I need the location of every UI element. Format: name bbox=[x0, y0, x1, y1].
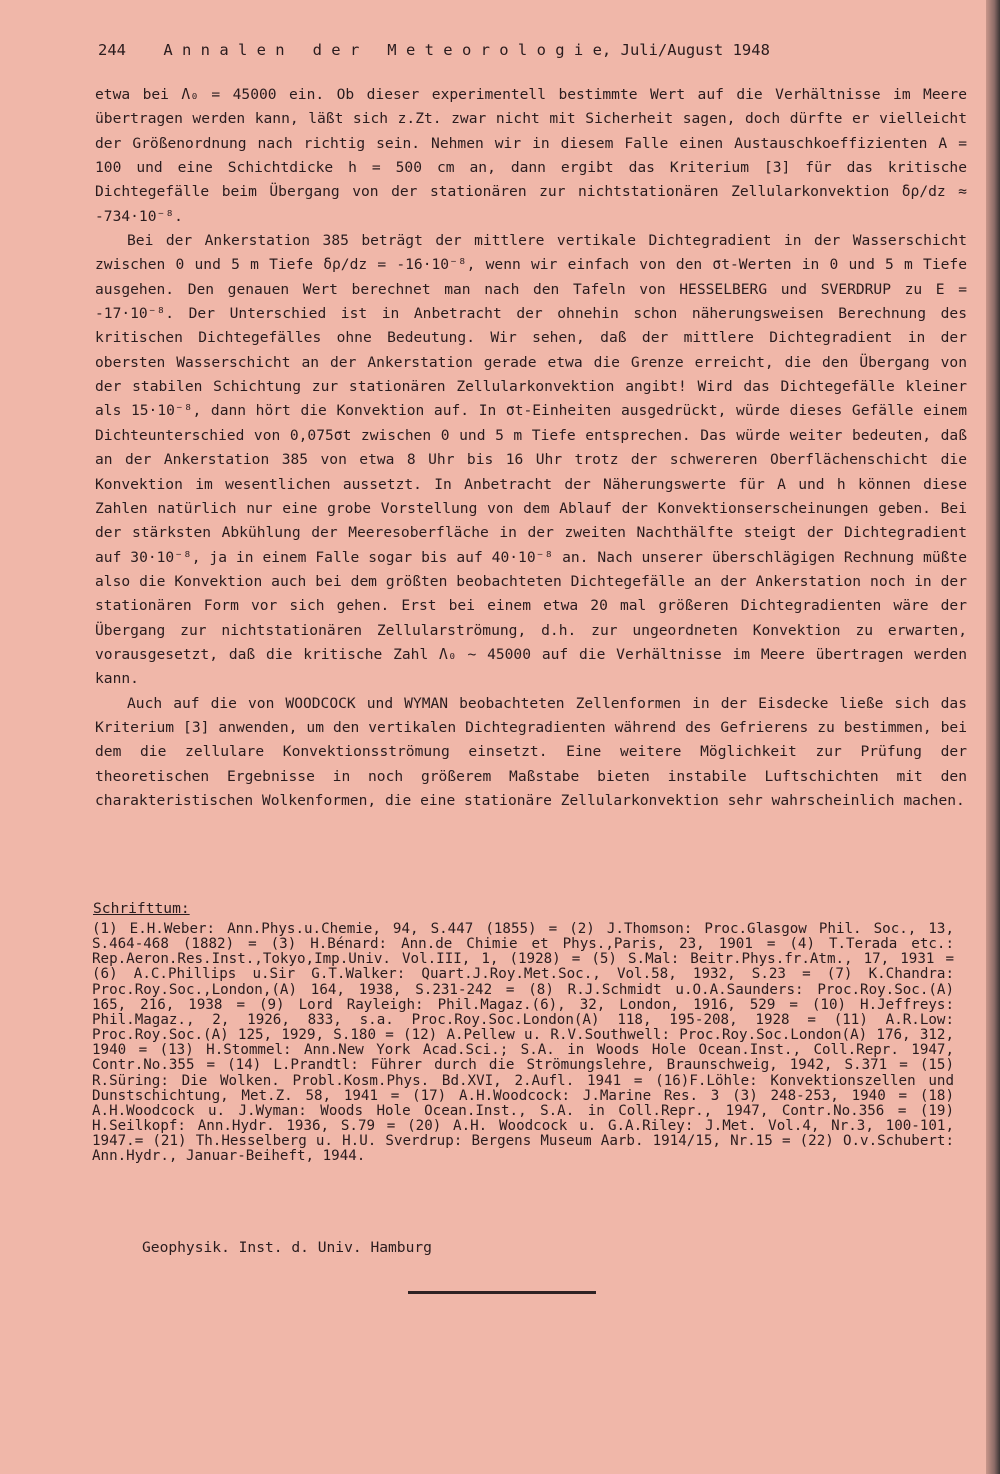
page-number: 244 bbox=[98, 41, 126, 59]
references-heading: Schrifttum: bbox=[93, 900, 190, 917]
body-text bbox=[95, 83, 967, 813]
journal-title: A n n a l e n d e r M e t e o r o l o g i e, bbox=[163, 41, 612, 59]
issue-date: Juli/August 1948 bbox=[620, 41, 770, 59]
paragraph: Auch auf die von WOODCOCK und WYMAN beobachteten Zellenformen in der Eisdecke ließe sich das Kriterium [3] anwenden, um den vertikalen Dichtegradienten während des Gefrierens zu bestimmen, bei dem die zellulare Konvektionsströmung einsetzt. Eine weitere Möglichkeit zur Prüfung der theoretischen Ergebnisse in noch größerem Maßstabe bieten instabile Luftschichten mit den charakteristischen Wolkenformen, die eine stationäre Zellularkonvektion sehr wahrscheinlich machen. bbox=[95, 694, 967, 809]
references-list: (1) E.H.Weber: Ann.Phys.u.Chemie, 94, S.447 (1855) = (2) J.Thomson: Proc.Glasgow Phil. Soc., 13, S.464-468 (1882) = (3) H.Bénard: Ann.de Chimie et Phys.,Paris, 23, 1901 = (4) T.Terada etc.: Rep.Aeron.Res.Inst.,Tokyo,Imp.Univ. Vol.III, 1, (1928) = (5) S.Mal: Beitr.Phys.fr.Atm., 17, 1931 = (6) A.C.Phillips u.Sir G.T.Walker: Quart.J.Roy.Met.Soc., Vol.58, 1932, S.23 = (7) K.Chandra: Proc.Roy.Soc.,London,(A) 164, 1938, S.231-242 = (8) R.J.Schmidt u.O.A.Saunders: Proc.Roy.Soc.(A) 165, 216, 1938 = (9) Lord Rayleigh: Phil.Magaz.(6), 32, London, 1916, 529 = (10) H.Jeffreys: Phil.Magaz., 2, 1926, 833, s.a. Proc.Roy.Soc.London(A) 118, 195-208, 1928 = (11) A.R.Low: Proc.Roy.Soc.(A) 125, 1929, S.180 = (12) A.Pellew u. R.V.Southwell: Proc.Roy.Soc.London(A) 176, 312, 1940 = (13) H.Stommel: Ann.New York Acad.Sci.; S.A. in Woods Hole Ocean.Inst., Coll.Repr. 1947, Contr.No.355 = (14) L.Prandtl: Führer durch die Strömungslehre, Braunschweig, 1942, S.371 = (15) R.Süring: Die Wolken. Probl.Kosm.Phys. Bd.XVI, 2.Aufl. 1941 = (16)F.Löhle: Konvektionszellen und Dunstschichtung, Met.Z. 58, 1941 = (17) A.H.Woodcock: J.Marine Res. 3 (3) 248-253, 1940 = (18) A.H.Woodcock u. J.Wyman: Woods Hole Ocean.Inst., S.A. in Coll.Repr., 1947, Contr.No.356 = (19) H.Seilkopf: Ann.Hydr. 1936, S.79 = (20) A.H. Woodcock u. G.A.Riley: J.Met. Vol.4, Nr.3, 100-101, 1947.= (21) Th.Hesselberg u. H.U. Sverdrup: Bergens Museum Aarb. 1914/15, Nr.15 = (22) O.v.Schubert: Ann.Hydr., Januar-Beiheft, 1944. bbox=[92, 921, 954, 1165]
affiliation: Geophysik. Inst. d. Univ. Hamburg bbox=[142, 1239, 432, 1256]
paragraph: etwa bei Λ₀ = 45000 ein. Ob dieser experimentell bestimmte Wert auf die Verhältnisse im Meere übertragen werden kann, läßt sich z.Zt. zwar nicht mit Sicherheit sagen, doch dürfte er vielleicht der Größenordnung nach richtig sein. Nehmen wir in diesem Falle einen Austauschkoeffizienten A = 100 und eine Schichtdicke h = 500 cm an, dann ergibt das Kriterium [3] für das kritische Dichtegefälle beim Übergang von der stationären zur nichtstationären Zellularkonvektion δρ/dz ≈ -734·10⁻⁸. bbox=[95, 86, 967, 225]
end-rule bbox=[408, 1291, 596, 1294]
page-header bbox=[98, 41, 868, 59]
paragraph: Bei der Ankerstation 385 beträgt der mittlere vertikale Dichtegradient in der Wasserschicht zwischen 0 und 5 m Tiefe δρ/dz = -16·10⁻⁸, wenn wir einfach von den σt-Werten in 0 und 5 m Tiefe ausgehen. Den genauen Wert berechnet man nach den Tafeln von HESSELBERG und SVERDRUP zu E = -17·10⁻⁸. Der Unterschied ist in Anbetracht der ohnehin schon näherungsweisen Berechnung des kritischen Dichtegefälles ohne Bedeutung. Wir sehen, daß der mittlere Dichtegradient in der obersten Wasserschicht an der Ankerstation gerade etwa die Grenze erreicht, die den Übergang von der stabilen Schichtung zur stationären Zellularkonvektion angibt! Wird das Dichtegefälle kleiner als 15·10⁻⁸, dann hört die Konvektion auf. In σt-Einheiten ausgedrückt, würde dieses Gefälle einem Dichteunterschied von 0,075σt zwischen 0 und 5 m Tiefe entsprechen. Das würde weiter bedeuten, daß an der Ankerstation 385 von etwa 8 Uhr bis 16 Uhr trotz der schwereren Oberflächenschicht die Konvektion im wesentlichen aussetzt. In Anbetracht der Näherungswerte für A und h können diese Zahlen natürlich nur eine grobe Vorstellung von dem Ablauf der Konvektionserscheinungen geben. Bei der stärksten Abkühlung der Meeresoberfläche in der zweiten Nachthälfte steigt der Dichtegradient auf 30·10⁻⁸, ja in einem Falle sogar bis auf 40·10⁻⁸ an. Nach unserer überschlägigen Rechnung müßte also die Konvektion auch bei dem größten beobachteten Dichtegefälle an der Ankerstation noch in der stationären Form vor sich gehen. Erst bei einem etwa 20 mal größeren Dichtegradienten wäre der Übergang zur nichtstationären Zellularströmung, d.h. zur ungeordneten Konvektion zu erwarten, vorausgesetzt, daß die kritische Zahl Λ₀ ~ 45000 auf die Verhältnisse im Meere übertragen werden kann. bbox=[95, 232, 967, 688]
paper-edge bbox=[986, 0, 1000, 1474]
